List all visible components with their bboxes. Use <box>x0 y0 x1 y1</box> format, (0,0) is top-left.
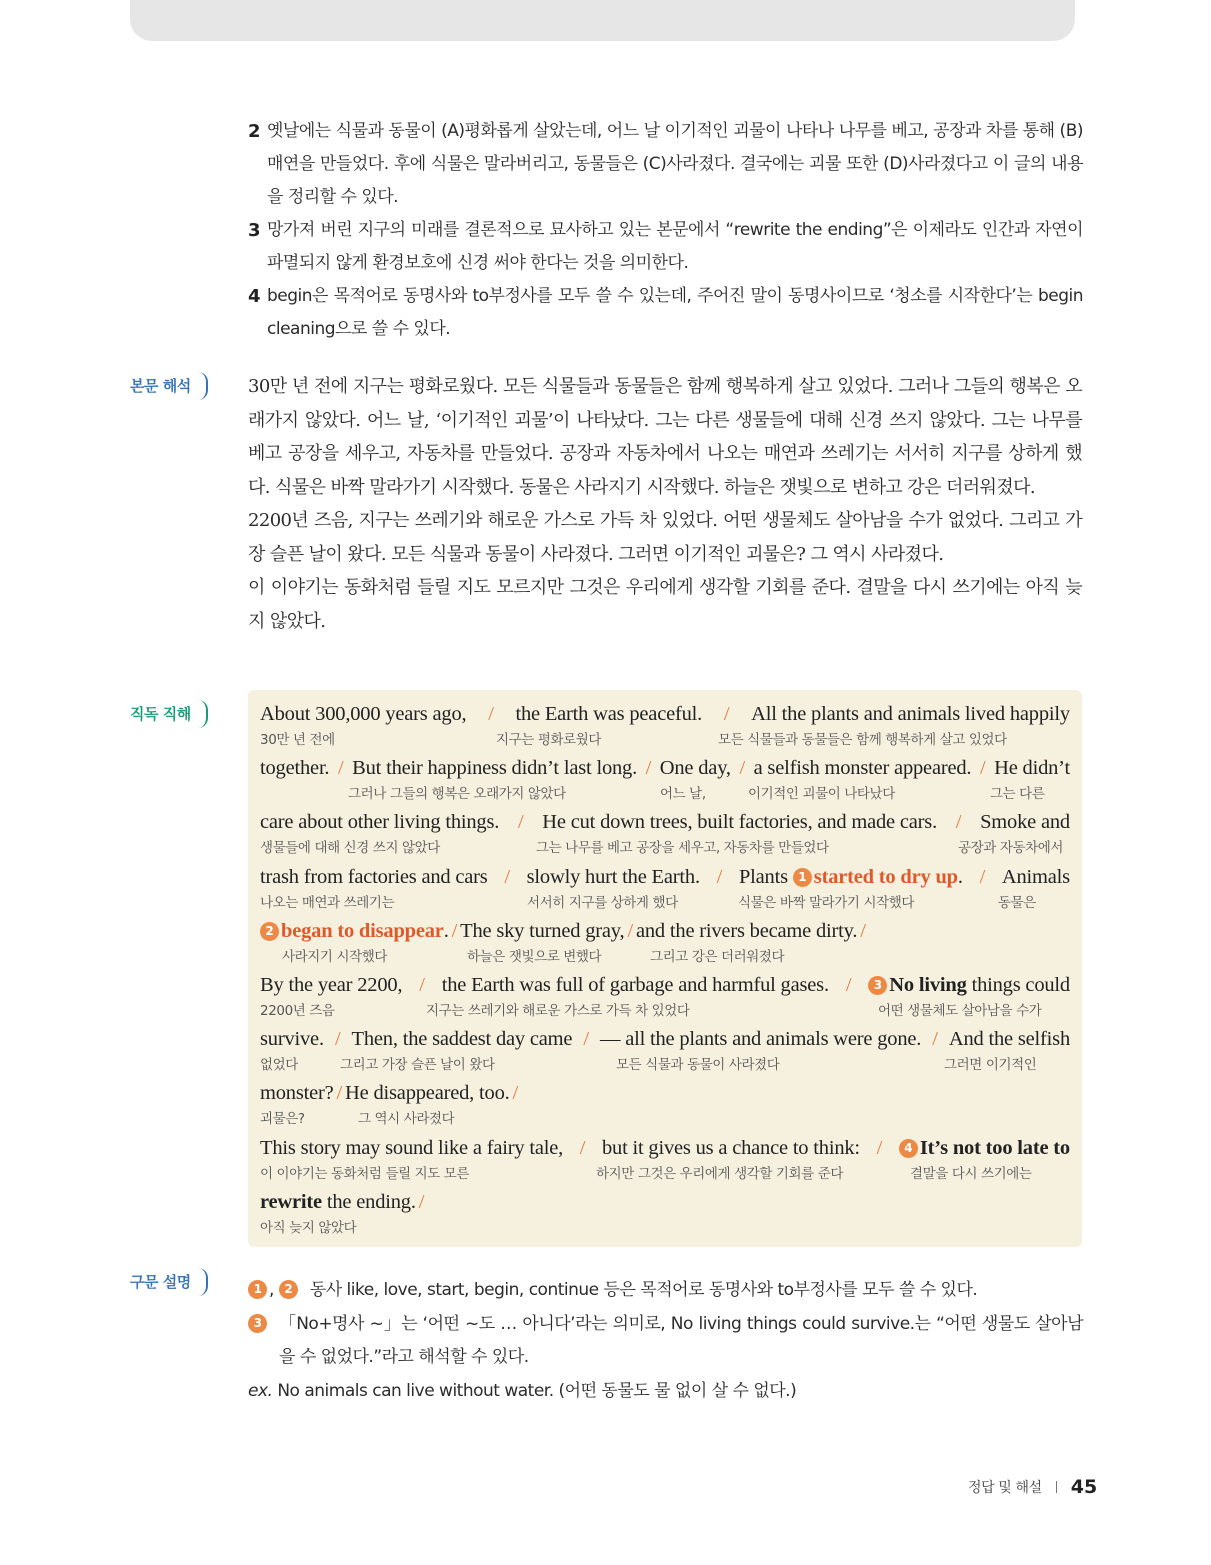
bold-phrase: rewrite <box>260 1190 322 1213</box>
korean-gloss: 식물은 바짝 말라가기 시작했다 <box>738 894 915 911</box>
english-chunk: Smoke and <box>980 811 1070 834</box>
english-chunk: Animals <box>1001 865 1070 888</box>
english-chunk: Then, the saddest day came <box>351 1028 573 1051</box>
slash-divider: / <box>418 1190 425 1213</box>
english-chunk: — all the plants and animals were gone. <box>599 1028 922 1051</box>
answer-item <box>248 115 1083 214</box>
korean-gloss: 없었다 <box>260 1057 298 1074</box>
english-chunk: He disappeared, too. <box>345 1082 510 1105</box>
korean-gloss: 지구는 평화로웠다 <box>496 732 602 748</box>
english-chunk: but it gives us a chance to think: <box>601 1136 860 1159</box>
example-text: No animals can live without water. (어떤 동물도 물 없이 살 수 없다.) <box>277 1380 797 1401</box>
answer-number: 3 <box>248 220 261 241</box>
english-chunk: rewrite the ending. <box>260 1190 416 1213</box>
marker-1-icon: 1 <box>793 868 812 887</box>
reading-line <box>260 1133 1070 1187</box>
english-chunk: care about other living things. <box>260 811 500 834</box>
slash-divider: / <box>512 1082 519 1105</box>
section-label-grammar: 구문 설명 <box>130 1268 208 1296</box>
english-chunk: 2 began to disappear. <box>260 916 449 946</box>
english-chunk: This story may sound like a fairy tale, <box>260 1136 564 1159</box>
reading-line <box>260 1187 1070 1241</box>
slash-divider: / <box>979 757 986 780</box>
english-chunk: and the rivers became dirty. <box>635 919 858 942</box>
korean-gloss: 모든 식물과 동물이 사라졌다 <box>616 1057 780 1074</box>
bold-phrase: No living <box>889 973 967 996</box>
translation-text <box>248 370 1082 638</box>
reading-line <box>260 1024 1070 1078</box>
slash-divider: / <box>419 973 425 996</box>
korean-gloss: 그리고 강은 더러워졌다 <box>650 948 785 965</box>
translation-paragraph: 이 이야기는 동화처럼 들릴 지도 모르지만 그것은 우리에게 생각할 기회를 준다. 결말을 다시 쓰기에는 아직 늦지 않았다. <box>248 577 1082 632</box>
english-chunk: All the plants and animals lived happily <box>751 703 1070 725</box>
korean-gloss: 서서히 지구를 상하게 했다 <box>527 894 678 911</box>
answer-item <box>248 280 1083 346</box>
slash-divider: / <box>504 865 510 888</box>
bold-phrase: It’s not too late to <box>919 1136 1070 1159</box>
slash-divider: / <box>860 919 866 942</box>
english-chunk: He cut down trees, built factories, and made cars. <box>542 811 937 834</box>
grammar-note-text: 동사 like, love, start, begin, continue 등은 목적어로 동명사와 to부정사를 모두 쓸 수 있다. <box>309 1280 978 1300</box>
reading-line <box>260 699 1070 753</box>
answer-text: 망가져 버린 지구의 미래를 결론적으로 묘사하고 있는 본문에서 “rewrite the ending”은 이제라도 인간과 자연이 파멸되지 않게 환경보호에 신경 써야 한다는 것을 의미한다. <box>267 220 1083 273</box>
slash-divider: / <box>517 811 524 834</box>
example-label: ex. <box>248 1380 273 1401</box>
english-chunk: the Earth was full of garbage and harmful gases. <box>441 973 829 996</box>
korean-gloss: 그러나 그들의 행복은 오래가지 않았다 <box>348 786 566 803</box>
korean-gloss: 30만 년 전에 <box>260 732 335 748</box>
grammar-note-text: 「No+명사 ~」는 ‘어떤 ~도 … 아니다’라는 의미로, No living things could survive.는 “어떤 생물도 살아남을 수 없었다.”라고 해석할 수 있다. <box>279 1313 1083 1367</box>
translation-paragraph: 2200년 즈음, 지구는 쓰레기와 해로운 가스로 가득 차 있었다. 어떤 생물체도 살아남을 수가 없었다. 그리고 가장 슬픈 날이 왔다. 모든 식물과 동물이 사라졌다. 그러면 이기적인 괴물은? 그 역시 사라졌다. <box>248 510 1082 565</box>
reading-line <box>260 916 1070 970</box>
english-chunk: And the selfish <box>948 1028 1070 1051</box>
korean-gloss: 하늘은 잿빛으로 변했다 <box>467 948 602 965</box>
grammar-notes <box>248 1274 1083 1408</box>
korean-gloss: 이 이야기는 동화처럼 들릴 지도 모른 <box>260 1165 470 1182</box>
slash-divider: / <box>338 757 344 780</box>
marker-3-icon: 3 <box>868 976 887 995</box>
korean-gloss: 모든 식물들과 동물들은 함께 행복하게 살고 있었다 <box>718 732 1007 748</box>
korean-gloss: 그리고 가장 슬픈 날이 왔다 <box>340 1057 495 1074</box>
english-chunk: But their happiness didn’t last long. <box>352 757 638 780</box>
grammar-note <box>248 1308 1083 1375</box>
korean-gloss: 2200년 즈음 <box>260 1002 335 1019</box>
slash-divider: / <box>336 1082 343 1105</box>
korean-gloss: 공장과 자동차에서 <box>958 840 1064 857</box>
marker-2-icon: 2 <box>279 1280 298 1299</box>
highlight-phrase: started to dry up <box>813 865 958 888</box>
english-chunk: 3 No living things could <box>868 970 1070 1000</box>
page-footer <box>968 1472 1097 1502</box>
korean-gloss: 나오는 매연과 쓰레기는 <box>260 894 395 911</box>
grammar-example <box>248 1375 1083 1409</box>
english-chunk: monster? <box>260 1082 334 1105</box>
reading-line <box>260 807 1070 861</box>
slash-divider: / <box>932 1028 938 1051</box>
english-chunk: By the year 2200, <box>260 973 403 996</box>
direct-reading-box <box>248 690 1082 1247</box>
slash-divider: / <box>334 1028 341 1051</box>
english-chunk: trash from factories and cars <box>260 865 488 888</box>
english-chunk: One day, <box>659 757 731 780</box>
slash-divider: / <box>645 757 652 780</box>
english-chunk: He didn’t <box>994 757 1070 780</box>
korean-gloss: 그는 다른 <box>990 786 1045 803</box>
korean-gloss: 결말을 다시 쓰기에는 <box>910 1165 1032 1182</box>
marker-3-icon: 3 <box>248 1314 267 1333</box>
slash-divider: / <box>583 1028 589 1051</box>
highlight-phrase: began to disappear <box>281 919 444 942</box>
top-header-bar <box>130 0 1075 41</box>
footer-divider <box>1056 1481 1057 1493</box>
slash-divider: / <box>955 811 962 834</box>
answer-text: begin은 목적어로 동명사와 to부정사를 모두 쓸 수 있는데, 주어진 말이 동명사이므로 ‘청소를 시작한다’는 begin cleaning으로 쓸 수 있다. <box>267 286 1083 339</box>
reading-line <box>260 753 1070 807</box>
english-chunk: a selfish monster appeared. <box>753 757 972 780</box>
korean-gloss: 이기적인 괴물이 나타났다 <box>748 786 895 803</box>
slash-divider: / <box>716 865 723 888</box>
answer-explanations <box>248 115 1083 346</box>
korean-gloss: 그러면 이기적인 <box>944 1057 1037 1074</box>
slash-divider: / <box>451 919 458 942</box>
korean-gloss: 그는 나무를 베고 공장을 세우고, 자동차를 만들었다 <box>536 840 829 857</box>
marker-2-icon: 2 <box>260 922 279 941</box>
korean-gloss: 어느 날, <box>660 786 706 803</box>
answer-item <box>248 214 1083 280</box>
korean-gloss: 생물들에 대해 신경 쓰지 않았다 <box>260 840 440 857</box>
footer-label: 정답 및 해설 <box>968 1480 1042 1496</box>
translation-paragraph: 30만 년 전에 지구는 평화로웠다. 모든 식물들과 동물들은 함께 행복하게 살고 있었다. 그러나 그들의 행복은 오래가지 않았다. 어느 날, ‘이기적인 괴물’이 나타났다. 그는 다른 생물들에 대해 신경 쓰지 않았다. 그는 나무를 베고 공장을 세우고, 자동차를 만들었다. 공장과 자동차에서 나오는 매연과 쓰레기는 서서히 지구를 상하게 했다. 식물은 바짝 말라가기 시작했다. 동물은 사라지기 시작했다. 하늘은 잿빛으로 변하고 강은 더러워졌다. <box>248 376 1082 498</box>
korean-gloss: 아직 늦지 않았다 <box>260 1219 357 1236</box>
english-chunk: survive. <box>260 1028 324 1051</box>
slash-divider: / <box>979 865 986 888</box>
reading-line <box>260 862 1070 916</box>
slash-divider: / <box>876 1136 883 1159</box>
english-chunk <box>899 1133 1070 1163</box>
english-chunk: About 300,000 years ago, <box>260 703 467 725</box>
slash-divider: / <box>739 757 745 780</box>
reading-line <box>260 1078 1070 1132</box>
korean-gloss: 하지만 그것은 우리에게 생각할 기회를 준다 <box>596 1165 843 1182</box>
korean-gloss: 어떤 생물체도 살아남을 수가 <box>878 1002 1042 1019</box>
answer-number: 4 <box>248 286 261 307</box>
korean-gloss: 사라지기 시작했다 <box>282 948 388 965</box>
marker-4-icon: 4 <box>899 1139 918 1158</box>
slash-divider: / <box>845 973 852 996</box>
slash-divider: / <box>488 703 494 725</box>
answer-number: 2 <box>248 121 261 142</box>
answer-text: 옛날에는 식물과 동물이 (A)평화롭게 살았는데, 어느 날 이기적인 괴물이 나타나 나무를 베고, 공장과 차를 통해 (B)매연을 만들었다. 후에 식물은 말라버리고, 동물들은 (C)사라졌다. 결국에는 괴물 또한 (D)사라졌다고 이 글의 내용을 정리할 수 있다. <box>267 121 1083 207</box>
page-number: 45 <box>1070 1476 1098 1498</box>
english-chunk: slowly hurt the Earth. <box>526 865 700 888</box>
korean-gloss: 그 역시 사라졌다 <box>358 1111 455 1128</box>
english-chunk: together. <box>260 757 330 780</box>
korean-gloss: 지구는 쓰레기와 해로운 가스로 가득 차 있었다 <box>426 1002 690 1019</box>
section-label-direct-reading: 직독 직해 <box>130 700 208 728</box>
slash-divider: / <box>627 919 633 942</box>
english-chunk: The sky turned gray, <box>460 919 625 942</box>
slash-divider: / <box>723 703 730 725</box>
korean-gloss: 괴물은? <box>260 1111 305 1128</box>
english-chunk: the Earth was peaceful. <box>515 703 703 725</box>
korean-gloss: 동물은 <box>998 894 1036 911</box>
english-chunk: Plants 1 started to dry up. <box>738 865 963 888</box>
marker-1-icon: 1 <box>248 1280 267 1299</box>
grammar-note: 1 , 2 동사 like, love, start, begin, continue 등은 목적어로 동명사와 to부정사를 모두 쓸 수 있다. <box>248 1274 1083 1308</box>
reading-line <box>260 970 1070 1024</box>
section-label-translation: 본문 해석 <box>130 372 208 400</box>
slash-divider: / <box>579 1136 586 1159</box>
